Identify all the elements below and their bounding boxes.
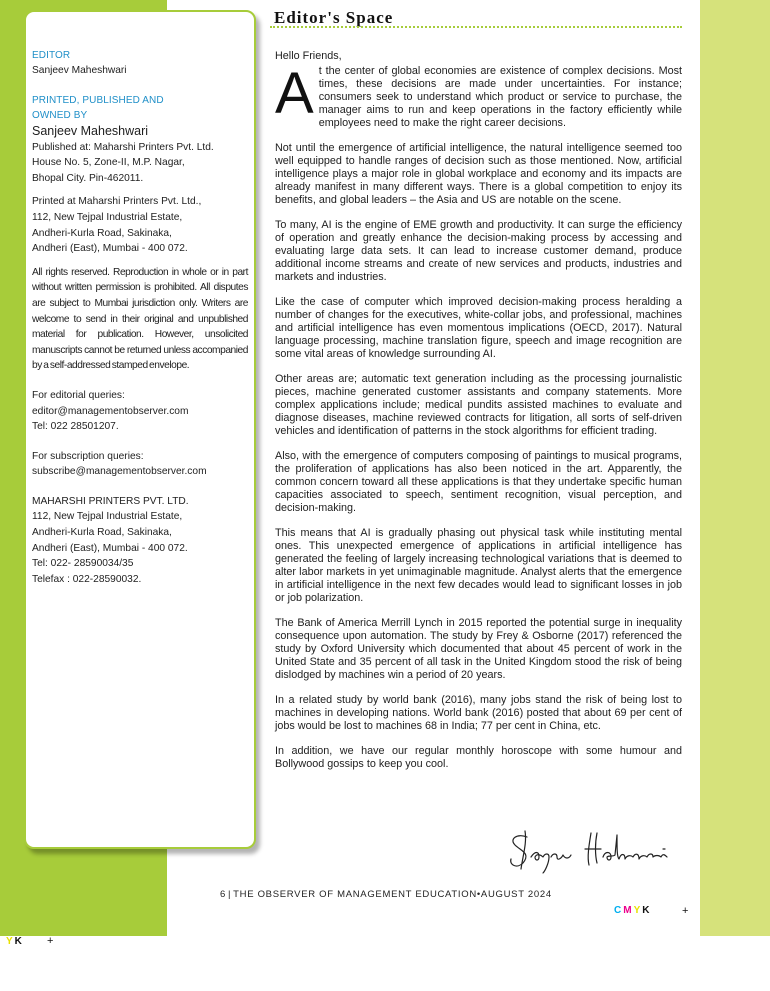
printed-at-line: Andheri-Kurla Road, Sakinaka,: [32, 227, 172, 239]
issue-date: AUGUST 2024: [480, 889, 552, 900]
company-line: Andheri-Kurla Road, Sakinaka,: [32, 527, 172, 539]
article-paragraph-text: t the center of global economies are existence of complex decisions. Most times, these decisions are made under uncertainties. For instance; consumers seek to understand which product or service to purchase, the manager aims to run and keep operations in the factory efficiently while employees need to make the right career decisions.: [318, 65, 682, 129]
article-paragraph: In a related study by world bank (2016), many jobs stand the risk of being lost to machines in developing nations. World bank (2016) posted that about 69 per cent of jobs would be lost to machines 68 in India; 77 per cent in China, etc.: [275, 694, 682, 732]
black-mark: K: [642, 905, 652, 916]
yk-color-mark: [6, 936, 24, 947]
rights-notice: All rights reserved. Reproduction in whole or in part without written permission is prohibited. All disputes are subject to Mumbai jurisdiction only. Writers are welcome to send in their original and unpublished material for publication. However, unsolicited manuscripts cannot be returned unless accompanied by a self-addressed stamped envelope.: [32, 266, 248, 372]
registration-mark-icon: +: [682, 905, 689, 917]
article-paragraph: [275, 61, 682, 130]
cmyk-color-mark: [614, 905, 651, 916]
yellow-mark: Y: [633, 905, 643, 916]
article-paragraph: To many, AI is the engine of EME growth and productivity. It can surge the efficiency of operation and greatly enhance the decision-making process by accessing and evaluating large data sets. It can lead to increase customer demand, produce additional income streams and create of new services and products, industries and markets and industries.: [275, 219, 682, 283]
publisher-name: Sanjeev Maheshwari: [32, 123, 149, 138]
article-paragraph: The Bank of America Merrill Lynch in 2015 reported the potential surge in inequality consequence upon automation. The study by Frey & Osborne (2017) referenced the study by Oxford University which documented that about 45 percent of work in the United State and 35 percent of all task in the United Kingdom stood the risk of being dislodged by machines win a period of 20 years.: [275, 617, 682, 681]
cyan-mark: C: [614, 905, 624, 916]
subscription-email: subscribe@managementobserver.com: [32, 466, 207, 478]
company-line: Andheri (East), Mumbai - 400 072.: [32, 542, 188, 554]
page-number: 6: [220, 889, 226, 900]
published-at-line: House No. 5, Zone-II, M.P. Nagar,: [32, 157, 185, 169]
page-header: [270, 6, 690, 30]
company-line: Telefax : 022-28590032.: [32, 573, 142, 585]
magenta-mark: M: [623, 905, 634, 916]
publication-name: THE OBSERVER OF MANAGEMENT EDUCATION: [233, 889, 477, 900]
article-paragraph: In addition, we have our regular monthly horoscope with some humour and Bollywood gossips to keep you cool.: [275, 745, 682, 770]
printed-at-line: Andheri (East), Mumbai - 400 072.: [32, 243, 188, 255]
article-paragraph: Like the case of computer which improved decision-making process heralding a number of changes for the executives, white-collar jobs, and professional, machines and artificial intelligence has even momentous implications (OECD, 2017). Natural language processing, machine translation figure, speech and image recognition are some vital areas of knowledge surrounding AI.: [275, 296, 682, 360]
editor-label: EDITOR: [32, 50, 71, 61]
article-paragraph: Other areas are; automatic text generation including as the processing journalistic pieces, machine generated customer assistants and company statements. More complex applications include; medical pundits assisted machines to evaluate and diagnose diseases, machine reviewed contracts for litigation, all sorts of self-driven vehicles and identification of patterns in the stock algorithms for efficient trading.: [275, 373, 682, 437]
article-paragraph: This means that AI is gradually phasing out physical task while instituting mental ones. This unexpected emergence of applications in artificial intelligence has generated the feeling of largely increasing technological variations that is deemed to alter labor markets in yet unimaginable magnitude. Analyst alerts that the emergence in artificial intelligence in the next few decades would lead to significant losses in job or job polarization.: [275, 527, 682, 604]
company-line: Tel: 022- 28590034/35: [32, 558, 134, 570]
editor-name: Sanjeev Maheshwari: [32, 65, 127, 76]
registration-mark-icon: +: [47, 935, 54, 947]
subscription-queries-label: For subscription queries:: [32, 450, 144, 462]
black-mark: K: [14, 936, 24, 947]
editorial-article: [275, 50, 682, 783]
drop-cap: A: [275, 61, 314, 126]
published-at-line: Bhopal City. Pin-462011.: [32, 172, 144, 184]
right-green-band: [700, 0, 770, 936]
publisher-label: PRINTED, PUBLISHED AND: [32, 94, 164, 106]
editorial-queries-label: For editorial queries:: [32, 389, 125, 401]
printed-at-line: Printed at Maharshi Printers Pvt. Ltd.,: [32, 196, 202, 208]
publisher-label-2: OWNED BY: [32, 109, 88, 121]
yellow-mark: Y: [6, 936, 15, 947]
editorial-phone: Tel: 022 28501207.: [32, 421, 119, 433]
editorial-email: editor@managementobserver.com: [32, 405, 189, 417]
published-at-line: Published at: Maharshi Printers Pvt. Ltd.: [32, 141, 214, 153]
masthead: [32, 48, 248, 587]
footer-separator: |: [227, 889, 232, 900]
editor-signature: [505, 825, 690, 875]
footer-bullet: •: [476, 889, 481, 900]
company-line: 112, New Tejpal Industrial Estate,: [32, 511, 183, 523]
printed-at-line: 112, New Tejpal Industrial Estate,: [32, 211, 183, 223]
page-title: Editor's Space: [274, 8, 394, 27]
article-paragraph: Not until the emergence of artificial intelligence, the natural intelligence seemed too well equipped to handle ranges of decision such as those mentioned. Now, artificial intelligence plays a major role in global workplace and economy and its impacts are already manifest in many different ways. There is a global competition to enjoy its benefits, and global leaders – the Asia and US are notable on the scene.: [275, 142, 682, 206]
article-paragraph: Also, with the emergence of computers composing of paintings to musical programs, the proliferation of applications has also been noticed in the art. Apparently, the common concern toward all these applications is that they undertake specific human capacities associated to speech, sentiment recognition, visual perception, and decision-making.: [275, 450, 682, 514]
header-dotted-rule: [270, 26, 682, 28]
company-line: MAHARSHI PRINTERS PVT. LTD.: [32, 495, 189, 507]
greeting: Hello Friends,: [275, 50, 342, 62]
page-footer: [220, 889, 640, 900]
